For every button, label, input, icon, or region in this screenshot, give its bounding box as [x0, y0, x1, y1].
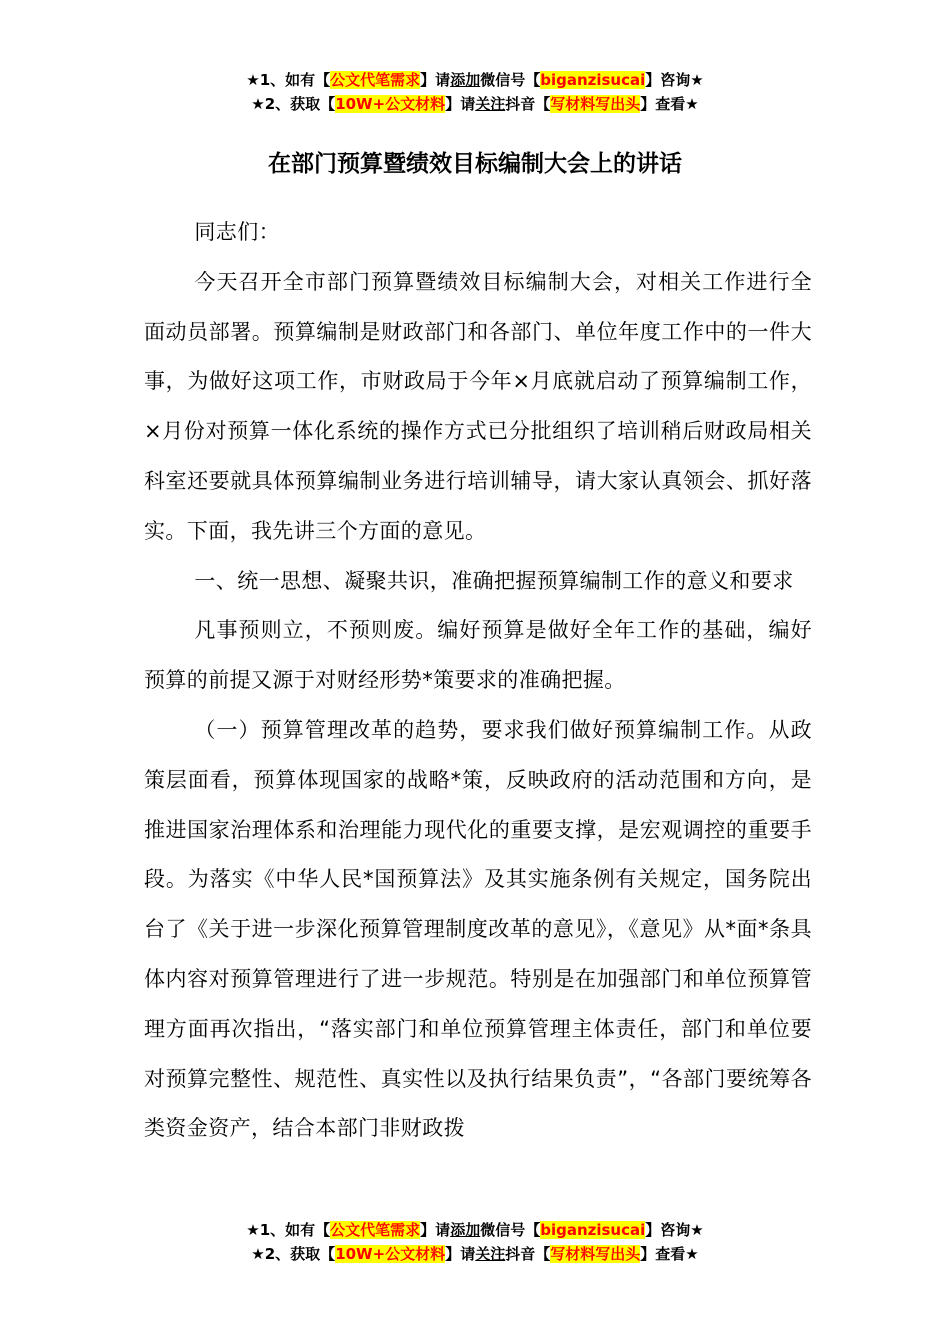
promo-text: 】请 [445, 95, 476, 113]
promo-highlight: biganzisucai [540, 1221, 646, 1239]
promo-text: 】查看★ [640, 95, 699, 113]
promo-text: 】请 [445, 1245, 476, 1263]
promo-line-2 [0, 92, 950, 116]
promo-text: 微信号【 [480, 1221, 541, 1239]
promo-text: 】咨询★ [645, 71, 704, 89]
promo-text: 抖音【 [505, 95, 551, 113]
promo-text: 微信号【 [480, 71, 541, 89]
promo-underlined: 关注 [475, 1245, 506, 1263]
promo-text: 抖音【 [505, 1245, 551, 1263]
document-title: 在部门预算暨绩效目标编制大会上的讲话 [268, 151, 682, 177]
promo-text: 】查看★ [640, 1245, 699, 1263]
paragraph: （一）预算管理改革的趋势，要求我们做好预算编制工作。从政策层面看，预算体现国家的战略*策，反映政府的活动范围和方向，是推进国家治理体系和治理能力现代化的重要支撑，是宏观调控的重要手段。为落实《中华人民*国预算法》及其实施条例有关规定，国务院出台了《关于进一步深化预算管理制度改革的意见》，《意见》从*面*条具体内容对预算管理进行了进一步规范。特别是在加强部门和单位预算管理方面再次指出，“落实部门和单位预算管理主体责任，部门和单位要对预算完整性、规范性、真实性以及执行结果负责”，“各部门要统筹各类资金资产，结合本部门非财政拨 [144, 717, 812, 1141]
document-body [144, 208, 812, 1154]
promo-highlight: 写材料写出头 [550, 1245, 641, 1263]
promo-underlined: 添加 [450, 71, 481, 89]
promo-highlight: 公文代笔需求 [330, 1221, 421, 1239]
promo-text: 】请 [420, 71, 451, 89]
promo-highlight: 公文代笔需求 [330, 71, 421, 89]
promo-text: 】咨询★ [645, 1221, 704, 1239]
promo-text: ★1、如有【 [246, 71, 331, 89]
paragraph: 今天召开全市部门预算暨绩效目标编制大会，对相关工作进行全面动员部署。预算编制是财政部门和各部门、单位年度工作中的一件大事，为做好这项工作，市财政局于今年×月底就启动了预算编制工作，×月份对预算一体化系统的操作方式已分批组织了培训稍后财政局相关科室还要就具体预算编制业务进行培训辅导，请大家认真领会、抓好落实。下面，我先讲三个方面的意见。 [144, 269, 812, 543]
promo-highlight: 10W+公文材料 [335, 1245, 446, 1263]
promo-underlined: 关注 [475, 95, 506, 113]
promo-text: ★2、获取【 [251, 1245, 336, 1263]
promo-text: ★1、如有【 [246, 1221, 331, 1239]
promo-line-1 [0, 1218, 950, 1242]
promo-highlight: biganzisucai [540, 71, 646, 89]
promo-banner-top [0, 68, 950, 116]
section-heading: 一、统一思想、凝聚共识，准确把握预算编制工作的意义和要求 [194, 568, 794, 593]
promo-banner-bottom [0, 1218, 950, 1266]
paragraph: 凡事预则立，不预则废。编好预算是做好全年工作的基础，编好预算的前提又源于对财经形势*策要求的准确把握。 [144, 618, 812, 693]
promo-underlined: 添加 [450, 1221, 481, 1239]
promo-highlight: 10W+公文材料 [335, 95, 446, 113]
promo-line-1 [0, 68, 950, 92]
promo-text: 】请 [420, 1221, 451, 1239]
salutation: 同志们： [194, 220, 280, 244]
promo-highlight: 写材料写出头 [550, 95, 641, 113]
promo-text: ★2、获取【 [251, 95, 336, 113]
promo-line-2 [0, 1242, 950, 1266]
